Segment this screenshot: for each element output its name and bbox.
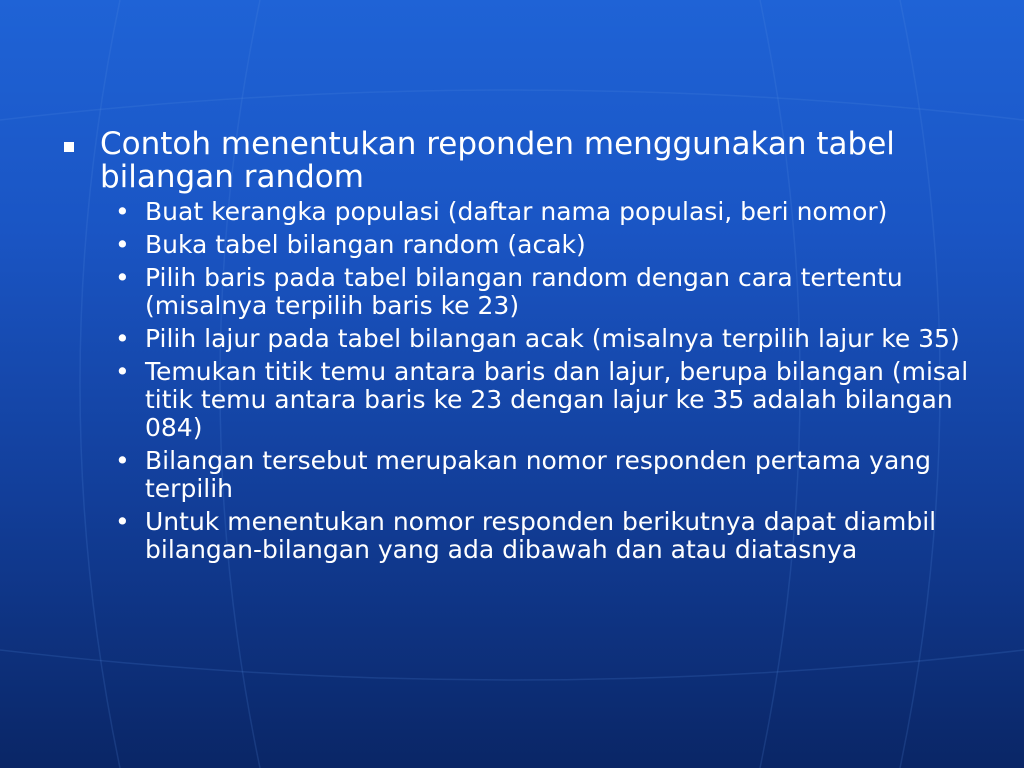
- sub-point-text: Buka tabel bilangan random (acak): [145, 230, 586, 259]
- round-bullet-icon: •: [115, 263, 130, 292]
- list-item: [105, 447, 980, 503]
- round-bullet-icon: •: [115, 197, 130, 226]
- list-item: [105, 231, 980, 259]
- list-item: [105, 508, 980, 564]
- list-item: [105, 325, 980, 353]
- list-item: [105, 198, 980, 226]
- square-bullet-icon: [64, 142, 74, 152]
- sub-point-text: Untuk menentukan nomor responden berikutnya dapat diambil bilangan-bilangan yang ada dibawah dan atau diatasnya: [145, 507, 937, 564]
- main-bullet-point: [60, 128, 980, 194]
- sub-point-text: Pilih baris pada tabel bilangan random dengan cara tertentu (misalnya terpilih baris ke 23): [145, 263, 903, 320]
- list-item: [105, 264, 980, 320]
- round-bullet-icon: •: [115, 446, 130, 475]
- round-bullet-icon: •: [115, 230, 130, 259]
- sub-point-text: Bilangan tersebut merupakan nomor responden pertama yang terpilih: [145, 446, 932, 503]
- sub-point-text: Buat kerangka populasi (daftar nama populasi, beri nomor): [145, 197, 888, 226]
- sub-bullet-list: [60, 198, 980, 564]
- sub-point-text: Temukan titik temu antara baris dan lajur, berupa bilangan (misal titik temu antara baris ke 23 dengan lajur ke 35 adalah bilangan 084): [145, 357, 969, 442]
- round-bullet-icon: •: [115, 324, 130, 353]
- round-bullet-icon: •: [115, 507, 130, 536]
- round-bullet-icon: •: [115, 357, 130, 386]
- slide-content: [60, 128, 980, 569]
- list-item: [105, 358, 980, 442]
- main-point-text: Contoh menentukan reponden menggunakan tabel bilangan random: [100, 126, 895, 195]
- sub-point-text: Pilih lajur pada tabel bilangan acak (misalnya terpilih lajur ke 35): [145, 324, 960, 353]
